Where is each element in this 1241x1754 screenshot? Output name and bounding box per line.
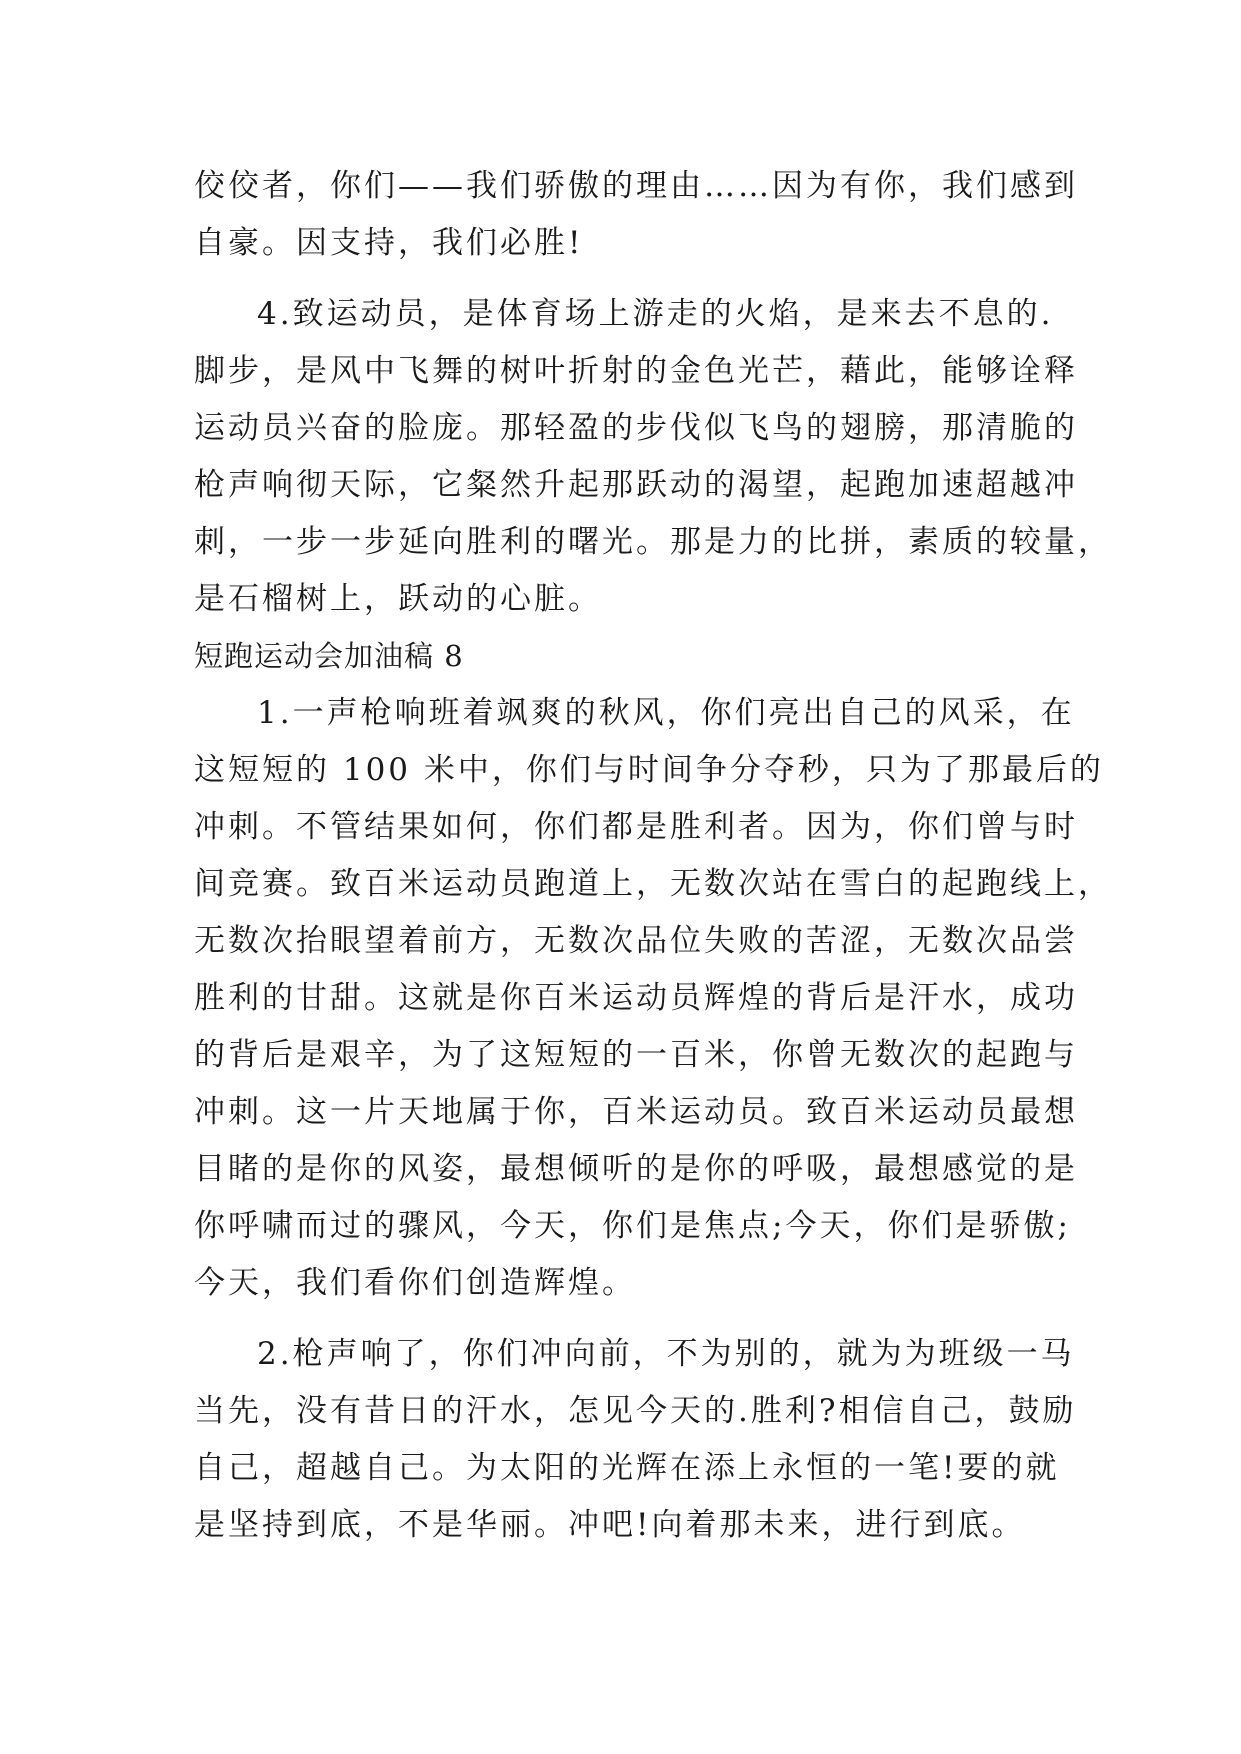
text-line: 脚步，是风中飞舞的树叶折射的金色光芒，藉此，能够诠释: [194, 353, 1078, 389]
paragraph-continuation: [194, 158, 1078, 272]
text-line: 今天，我们看你们创造辉煌。: [194, 1265, 636, 1301]
text-line: 运动员兴奋的脸庞。那轻盈的步伐似飞鸟的翅膀，那清脆的: [194, 410, 1078, 446]
text-line: 佼佼者，你们——我们骄傲的理由……因为有你，我们感到: [194, 168, 1078, 204]
text-line: 4.致运动员，是体育场上游走的火焰，是来去不息的.: [257, 296, 1054, 332]
text-line: 冲刺。这一片天地属于你，百米运动员。致百米运动员最想: [194, 1094, 1078, 1130]
text-line: 刺，一步一步延向胜利的曙光。那是力的比拼，素质的较量，: [194, 524, 1112, 560]
section-title: 短跑运动会加油稿 8: [194, 639, 464, 673]
text-line: 自己，超越自己。为太阳的光辉在添上永恒的一笔!要的就: [194, 1450, 1060, 1486]
paragraph-item-2: [194, 1326, 1077, 1554]
text-line: 2.枪声响了，你们冲向前，不为别的，就为为班级一马: [257, 1336, 1075, 1372]
text-line: 间竞赛。致百米运动员跑道上，无数次站在雪白的起跑线上，: [194, 866, 1112, 902]
paragraph-item-4: [194, 286, 1112, 628]
text-line: 枪声响彻天际，它粲然升起那跃动的渴望，起跑加速超越冲: [194, 467, 1078, 503]
document-page: [194, 158, 1112, 1554]
text-line: 目睹的是你的风姿，最想倾听的是你的呼吸，最想感觉的是: [194, 1151, 1078, 1187]
text-line: 自豪。因支持，我们必胜!: [194, 225, 584, 261]
text-line: 胜利的甘甜。这就是你百米运动员辉煌的背后是汗水，成功: [194, 980, 1078, 1016]
text-line: 1.一声枪响班着飒爽的秋风，你们亮出自己的风采，在: [257, 695, 1075, 731]
text-line: 这短短的 100 米中，你们与时间争分夺秒，只为了那最后的: [194, 752, 1104, 788]
text-line: 是坚持到底，不是华丽。冲吧!向着那未来，进行到底。: [194, 1507, 1026, 1543]
text-line: 是石榴树上，跃动的心脏。: [194, 581, 602, 617]
text-line: 你呼啸而过的骤风，今天，你们是焦点;今天，你们是骄傲;: [194, 1208, 1071, 1244]
section-heading: [194, 628, 1054, 685]
paragraph-item-1: [194, 685, 1112, 1312]
text-line: 的背后是艰辛，为了这短短的一百米，你曾无数次的起跑与: [194, 1037, 1078, 1073]
text-line: 冲刺。不管结果如何，你们都是胜利者。因为，你们曾与时: [194, 809, 1078, 845]
text-line: 无数次抬眼望着前方，无数次品位失败的苦涩，无数次品尝: [194, 923, 1078, 959]
text-line: 当先，没有昔日的汗水，怎见今天的.胜利?相信自己，鼓励: [194, 1393, 1077, 1429]
